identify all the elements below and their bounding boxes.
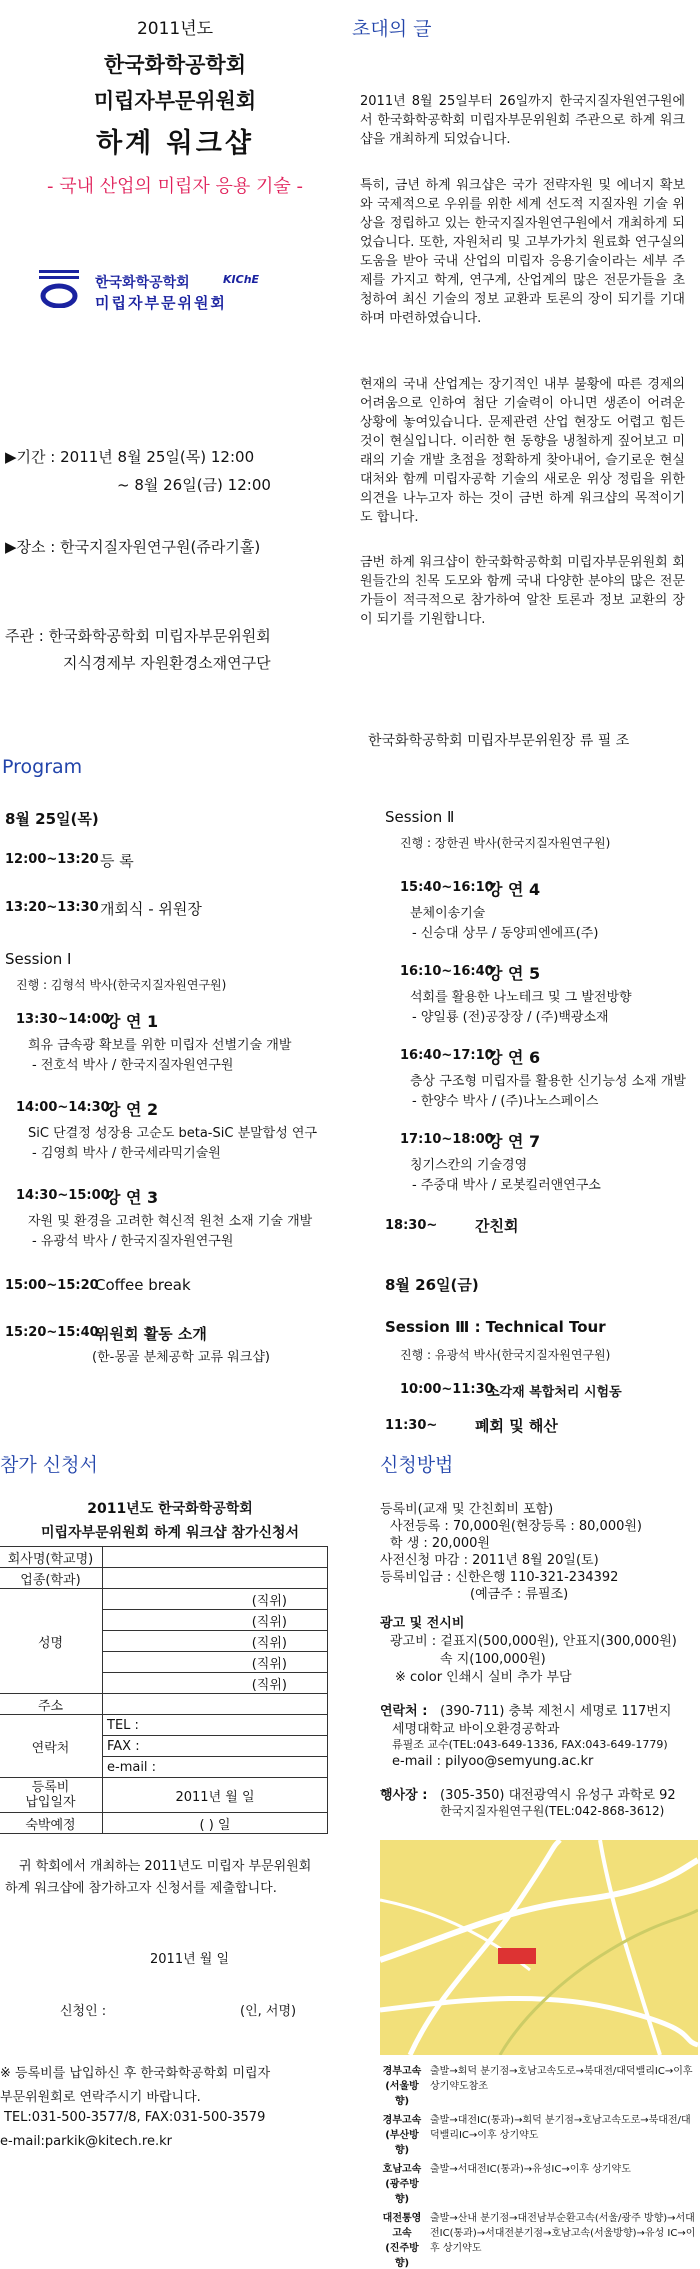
form-date: 2011년 월 일 <box>150 1952 230 1967</box>
l4-speaker: - 신승대 상무 / 동양피엔에프(주) <box>412 926 599 941</box>
day1: 8월 25일(목) <box>5 810 99 828</box>
apply-fee1: 사전등록 : 70,000원(현장등록 : 80,000원) <box>390 1519 642 1534</box>
kiche-logo <box>35 268 335 312</box>
l4-label: 강 연 4 <box>487 880 541 899</box>
logo-committee: 미립자부문위원회 <box>95 294 227 312</box>
form-note3: TEL:031-500-3577/8, FAX:031-500-3579 <box>4 2110 266 2125</box>
l7-speaker: - 주중대 박사 / 로봇킬러앤연구소 <box>412 1178 601 1193</box>
route-from: 경부고속 (부산방향) <box>382 2115 422 2156</box>
l2-time: 14:00~14:30 <box>16 1100 110 1115</box>
dinner-text: 간친회 <box>475 1217 519 1235</box>
session1: Session Ⅰ <box>5 950 72 968</box>
location-map <box>380 1840 698 2055</box>
title-year: 2011년도 <box>136 19 214 39</box>
form-note1: ※ 등록비를 납입하신 후 한국화학공학회 미립자 <box>0 2066 271 2081</box>
session2-chair: 진행 : 장한권 박사(한국지질자원연구원) <box>400 836 611 850</box>
dinner-time: 18:30~ <box>385 1218 438 1233</box>
apply-venue2: 한국지질자원연구원(TEL:042-868-3612) <box>440 1804 665 1818</box>
tour-text: 소각재 복합처리 시험동 <box>487 1385 622 1400</box>
l4-time: 15:40~16:10 <box>400 880 494 895</box>
apply-deadline: 사전신청 마감 : 2011년 8월 20일(토) <box>380 1553 599 1568</box>
l1-title: 희유 금속광 확보를 위한 미립자 선별기술 개발 <box>28 1038 292 1053</box>
activity-text: 위원회 활동 소개 <box>95 1325 207 1343</box>
apply-ad2: 속 지(100,000원) <box>440 1652 546 1667</box>
company-field[interactable] <box>103 1547 328 1568</box>
form-note4: e-mail:parkik@kitech.re.kr <box>0 2134 172 2149</box>
l1-time: 13:30~14:00 <box>16 1012 110 1027</box>
label-company: 회사명(학교명) <box>0 1547 103 1568</box>
apply-ad3: ※ color 인쇄시 실비 추가 부담 <box>395 1670 572 1685</box>
title-committee: 미립자부문위원회 <box>93 89 257 113</box>
title-block <box>0 0 350 280</box>
venue-marker-icon <box>498 1948 536 1964</box>
apply-contact3: 류필조 교수(TEL:043-649-1336, FAX:043-649-1779) <box>392 1738 668 1751</box>
route-item <box>380 2209 698 2269</box>
form-title1: 2011년도 한국화학공학회 <box>87 1501 253 1517</box>
kiche-logo-icon <box>35 268 85 308</box>
l3-label: 강 연 3 <box>105 1188 159 1207</box>
route-text: 출발→대전IC(통과)→회덕 분기점→호남고속도로→북대전/대덕밸리IC→이후 상기약도 <box>430 2115 691 2141</box>
r2-text: 개회식 - 위원장 <box>100 900 202 918</box>
r1-time: 12:00~13:20 <box>5 852 99 867</box>
logo-kor: 한국화학공학회 <box>95 275 190 291</box>
period-end: ~ 8월 26일(금) 12:00 <box>117 476 271 494</box>
label-contact: 연락처 <box>0 1715 103 1778</box>
title-org: 한국화학공학회 <box>103 53 246 77</box>
address-field[interactable] <box>103 1694 328 1715</box>
form-heading: 참가 신청서 <box>0 1454 98 1476</box>
invitation-p3: 현재의 국내 산업계는 장기적인 내부 불황에 따른 경제의 어려움으로 인하여 첨단 기술력이 아니면 생존이 어려운 상황에 놓여있습니다. 문제관련 산업 현장도 어렵고 힘든 것이 현실입니다. 이러한 현 동향을 냉철하게 짚어보고 미래의 기술 개발 초점을 정확하게 찾아내어, 슬기로운 현실 대처와 함께 미립자공학 기술의 새로운 위상 정립을 위한 의견을 나누고자 하는 것이 금번 하계 워크샵의 목적이기도 합니다. <box>360 377 685 525</box>
form-applicant: 신청인 : <box>60 2004 107 2019</box>
dept-field[interactable] <box>103 1568 328 1589</box>
application-table <box>0 1546 328 1834</box>
title-subtitle: - 국내 산업의 미립자 응용 기술 - <box>47 176 303 197</box>
fee-date-field[interactable]: 2011년 월 일 <box>103 1778 328 1813</box>
route-from: 대전통영고속 (진주방향) <box>382 2213 422 2269</box>
logo-kiche: KIChE <box>223 273 260 286</box>
period: ▶기간 : 2011년 8월 25일(목) 12:00 <box>5 448 255 466</box>
l2-title: SiC 단결정 성장용 고순도 beta-SiC 분말합성 연구 <box>28 1126 318 1141</box>
host-line1: 주관 : 한국화학공학회 미립자부문위원회 <box>5 627 271 645</box>
map-roads-icon <box>380 1840 698 2055</box>
route-text: 출발→산내 분기점→대전남부순환고속(서울/광주 방향)→서대전IC(통과)→서대전분기점→호남고속(서울방향)→유성 IC→이후 상기약도 <box>430 2213 696 2254</box>
l3-speaker: - 유광석 박사 / 한국지질자원연구원 <box>32 1234 234 1249</box>
title-workshop: 하계 워크샵 <box>96 128 254 159</box>
session3: Session Ⅲ : Technical Tour <box>385 1318 606 1336</box>
l6-time: 16:40~17:10 <box>400 1048 494 1063</box>
invitation-p4: 금번 하계 워크샵이 한국화학공학회 미립자부문위원회 회원들간의 친목 도모와 함께 국내 다양한 분야의 많은 전문가들이 적극적으로 참가하여 알찬 토론과 정보 교환의 장이 되기를 기원합니다. <box>360 555 685 627</box>
session3-chair: 진행 : 유광석 박사(한국지질자원연구원) <box>400 1348 611 1362</box>
label-stay: 숙박예정 <box>0 1813 103 1834</box>
name-field-5[interactable]: (직위) <box>103 1673 328 1694</box>
invitation-p1: 2011년 8월 25일부터 26일까지 한국지질자원연구원에서 한국화학공학회 미립자부문위원회 주관으로 하계 워크샵을 개최하게 되었습니다. <box>360 94 685 147</box>
form-title2: 미립자부문위원회 하계 워크샵 참가신청서 <box>40 1525 300 1541</box>
l3-time: 14:30~15:00 <box>16 1188 110 1203</box>
apply-fee-heading: 등록비(교재 및 간친회비 포함) <box>380 1502 554 1517</box>
l7-time: 17:10~18:00 <box>400 1132 494 1147</box>
apply-venue1: (305-350) 대전광역시 유성구 과학로 92 <box>440 1788 676 1803</box>
host-line2: 지식경제부 자원환경소재연구단 <box>63 654 271 672</box>
route-from: 경부고속 (서울방향) <box>382 2066 422 2107</box>
apply-ad1: 광고비 : 겉표지(500,000원), 안표지(300,000원) <box>390 1634 677 1649</box>
form-statement: 귀 학회에서 개최하는 2011년도 미립자 부문위원회 하계 워크샵에 참가하고자 신청서를 제출합니다. <box>5 1859 312 1896</box>
routes-block <box>380 2062 698 2269</box>
l2-speaker: - 김영희 박사 / 한국세라믹기술원 <box>32 1146 221 1161</box>
activity-time: 15:20~15:40 <box>5 1325 99 1340</box>
label-dept: 업종(학과) <box>0 1568 103 1589</box>
email-field[interactable]: e-mail : <box>103 1757 328 1778</box>
l6-speaker: - 한양수 박사 / (주)나노스페이스 <box>412 1094 599 1109</box>
tel-field[interactable]: TEL : <box>103 1715 328 1736</box>
route-text: 출발→서대전IC(통과)→유성IC→이후 상기약도 <box>430 2164 631 2175</box>
invitation-p2: 특히, 금년 하계 워크샵은 국가 전략자원 및 에너지 확보와 국제적으로 우위를 위한 세계 선도적 지질자원 기술 위상을 정립하고 있는 한국지질자원연구원에서 개최하게 되었습니다. 또한, 자원처리 및 고부가가치 원료화 연구실의 도움을 받아 국내 산업의 미립자 응용기술이라는 세부 주제를 가지고 학계, 연구계, 산업계의 많은 전문가들을 초청하여 최신 기술의 정보 교환과 토론의 장이 되기를 기대하며 마련하였습니다. <box>360 178 685 326</box>
label-name: 성명 <box>0 1589 103 1694</box>
name-field-4[interactable]: (직위) <box>103 1652 328 1673</box>
route-item <box>380 2111 698 2156</box>
program-heading: Program <box>2 756 83 778</box>
apply-ad-heading: 광고 및 전시비 <box>380 1616 465 1631</box>
venue: ▶장소 : 한국지질자원연구원(쥬라기홀) <box>5 538 261 556</box>
name-field-3[interactable]: (직위) <box>103 1631 328 1652</box>
l1-speaker: - 전호석 박사 / 한국지질자원연구원 <box>32 1058 234 1073</box>
r2-time: 13:20~13:30 <box>5 900 99 915</box>
coffee-text: Coffee break <box>95 1276 191 1294</box>
session1-chair: 진행 : 김형석 박사(한국지질자원연구원) <box>16 978 227 992</box>
route-text: 출발→회덕 분기점→호남고속도로→북대전/대덕밸리IC→이후 상기약도참조 <box>430 2066 693 2092</box>
l5-time: 16:10~16:40 <box>400 964 494 979</box>
apply-fee2: 학 생 : 20,000원 <box>390 1536 490 1551</box>
apply-venue-heading: 행사장 : <box>380 1788 428 1803</box>
apply-contact4: e-mail : pilyoo@semyung.ac.kr <box>392 1754 594 1769</box>
close-text: 폐회 및 해산 <box>475 1417 558 1435</box>
route-item <box>380 2062 698 2107</box>
coffee-time: 15:00~15:20 <box>5 1278 99 1293</box>
name-field-1[interactable]: (직위) <box>103 1589 328 1610</box>
label-address: 주소 <box>0 1694 103 1715</box>
apply-contact1: (390-711) 충북 제천시 세명로 117번지 <box>440 1704 672 1719</box>
l5-speaker: - 양일룡 (전)공장장 / (주)백광소재 <box>412 1010 609 1025</box>
tour-time: 10:00~11:30 <box>400 1382 494 1397</box>
close-time: 11:30~ <box>385 1418 438 1433</box>
l2-label: 강 연 2 <box>105 1100 159 1119</box>
stay-field[interactable]: ( ) 일 <box>103 1813 328 1834</box>
l7-title: 칭기스칸의 기술경영 <box>410 1158 528 1173</box>
route-item <box>380 2160 698 2205</box>
apply-contact2: 세명대학교 바이오환경공학과 <box>392 1722 560 1737</box>
route-from: 호남고속 (광주방향) <box>382 2164 422 2205</box>
label-fee-date: 등록비 납입일자 <box>0 1778 103 1813</box>
l3-title: 자원 및 환경을 고려한 혁신적 원천 소재 기술 개발 <box>28 1214 313 1229</box>
l5-label: 강 연 5 <box>487 964 541 983</box>
fax-field[interactable]: FAX : <box>103 1736 328 1757</box>
apply-heading: 신청방법 <box>380 1454 454 1476</box>
activity-sub: (한-몽골 분체공학 교류 워크샵) <box>92 1350 270 1365</box>
l5-title: 석회를 활용한 나노테크 및 그 발전방향 <box>410 990 632 1005</box>
l1-label: 강 연 1 <box>105 1012 159 1031</box>
apply-bank: 등록비입금 : 신한은행 110-321-234392 <box>380 1570 619 1585</box>
name-field-2[interactable]: (직위) <box>103 1610 328 1631</box>
form-sign: (인, 서명) <box>240 2004 297 2019</box>
day2: 8월 26일(금) <box>385 1276 479 1294</box>
invitation-signer: 한국화학공학회 미립자부문위원장 류 필 조 <box>368 733 630 749</box>
apply-holder: (예금주 : 류필조) <box>470 1587 569 1602</box>
l4-title: 분체이송기술 <box>410 906 486 921</box>
invitation-heading: 초대의 글 <box>352 18 432 40</box>
session2: Session Ⅱ <box>385 808 455 826</box>
l6-label: 강 연 6 <box>487 1048 541 1067</box>
r1-text: 등 록 <box>100 852 134 870</box>
form-note2: 부문위원회로 연락주시기 바랍니다. <box>0 2090 201 2105</box>
l6-title: 층상 구조형 미립자를 활용한 신기능성 소재 개발 <box>410 1074 686 1089</box>
apply-contact-heading: 연락처 : <box>380 1704 428 1719</box>
l7-label: 강 연 7 <box>487 1132 541 1151</box>
